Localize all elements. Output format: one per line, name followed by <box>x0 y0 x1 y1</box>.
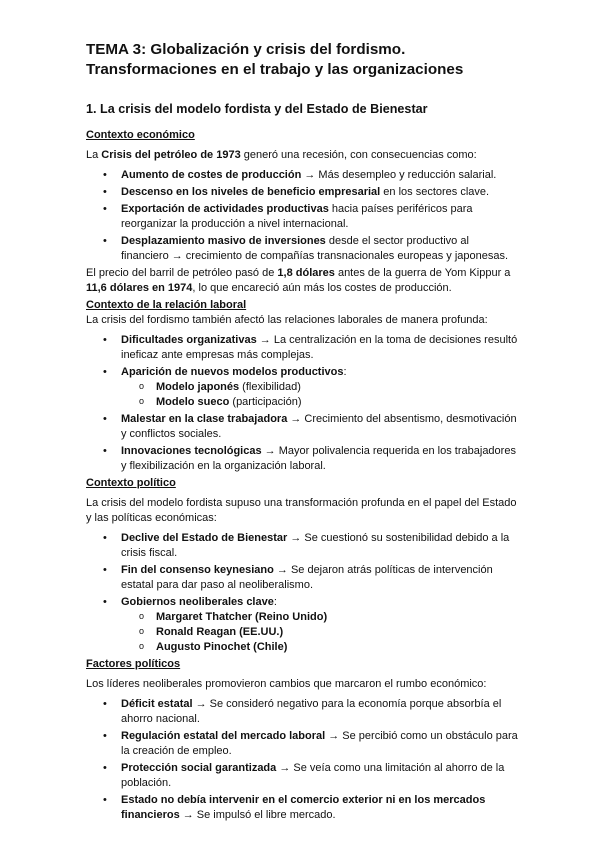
laboral-list <box>86 333 518 474</box>
list-item: • Aparición de nuevos modelos productivos: o Modelo japonés (flexibilidad) o Modelo sueco (participación) <box>86 365 518 410</box>
document-title: TEMA 3: Globalización y crisis del fordismo. Transformaciones en el trabajo y las organizaciones <box>86 41 464 78</box>
governments-sublist <box>121 610 518 655</box>
factores-intro: Los líderes neoliberales promovieron cambios que marcaron el rumbo económico: <box>86 678 487 690</box>
list-item: • Gobiernos neoliberales clave: o Margaret Thatcher (Reino Unido) o Ronald Reagan (EE.UU.) o Augusto Pinochet (Chile) <box>86 595 518 655</box>
section-heading: 1. La crisis del modelo fordista y del Estado de Bienestar <box>86 102 428 116</box>
list-item: • Estado no debía intervenir en el comercio exterior ni en los mercados financieros → Se impulsó el libre mercado. <box>86 793 518 823</box>
models-sublist <box>121 380 518 410</box>
list-item: • Fin del consenso keynesiano → Se dejaron atrás políticas de intervención estatal para dar paso al neoliberalismo. <box>86 563 518 593</box>
factores-list <box>86 697 518 823</box>
list-item: • Dificultades organizativas → La centralización en la toma de decisiones resultó ineficaz ante empresas más complejas. <box>86 333 518 363</box>
economico-intro: La Crisis del petróleo de 1973 generó una recesión, con consecuencias como: <box>86 149 477 161</box>
subheading-economico: Contexto económico <box>86 129 195 141</box>
subheading-laboral: Contexto de la relación laboral <box>86 299 247 311</box>
subheading-politico: Contexto político <box>86 477 176 489</box>
list-item: • Malestar en la clase trabajadora → Crecimiento del absentismo, desmotivación y conflictos sociales. <box>86 412 518 442</box>
politico-intro: La crisis del modelo fordista supuso una transformación profunda en el papel del Estado y las políticas económicas: <box>86 497 517 524</box>
politico-list <box>86 531 518 655</box>
list-item: • Regulación estatal del mercado laboral → Se percibió como un obstáculo para la creación de empleo. <box>86 729 518 759</box>
list-item: • Innovaciones tecnológicas → Mayor polivalencia requerida en los trabajadores y flexibilización en la organización laboral. <box>86 444 518 474</box>
sublist-item: o Modelo sueco (participación) <box>121 395 518 410</box>
list-item: • Declive del Estado de Bienestar → Se cuestionó su sostenibilidad debido a la crisis fiscal. <box>86 531 518 561</box>
sublist-item: o Ronald Reagan (EE.UU.) <box>121 625 518 640</box>
economico-list <box>86 168 518 264</box>
list-item: • Exportación de actividades productivas hacia países periféricos para reorganizar la producción a nivel internacional. <box>86 202 518 232</box>
list-item: • Desplazamiento masivo de inversiones desde el sector productivo al financiero → crecimiento de compañías transnacionales europeas y japonesas. <box>86 234 518 264</box>
sublist-item: o Modelo japonés (flexibilidad) <box>121 380 518 395</box>
list-item: • Protección social garantizada → Se veía como una limitación al ahorro de la población. <box>86 761 518 791</box>
sublist-item: o Margaret Thatcher (Reino Unido) <box>121 610 518 625</box>
economico-outro: El precio del barril de petróleo pasó de 1,8 dólares antes de la guerra de Yom Kippur a 11,6 dólares en 1974, lo que encareció aún más los costes de producción. <box>86 267 511 294</box>
list-item: • Aumento de costes de producción → Más desempleo y reducción salarial. <box>86 168 518 183</box>
laboral-intro: La crisis del fordismo también afectó las relaciones laborales de manera profunda: <box>86 314 488 326</box>
list-item: • Déficit estatal → Se consideró negativo para la economía porque absorbía el ahorro nacional. <box>86 697 518 727</box>
sublist-item: o Augusto Pinochet (Chile) <box>121 640 518 655</box>
subheading-factores: Factores políticos <box>86 658 181 670</box>
list-item: • Descenso en los niveles de beneficio empresarial en los sectores clave. <box>86 185 518 200</box>
